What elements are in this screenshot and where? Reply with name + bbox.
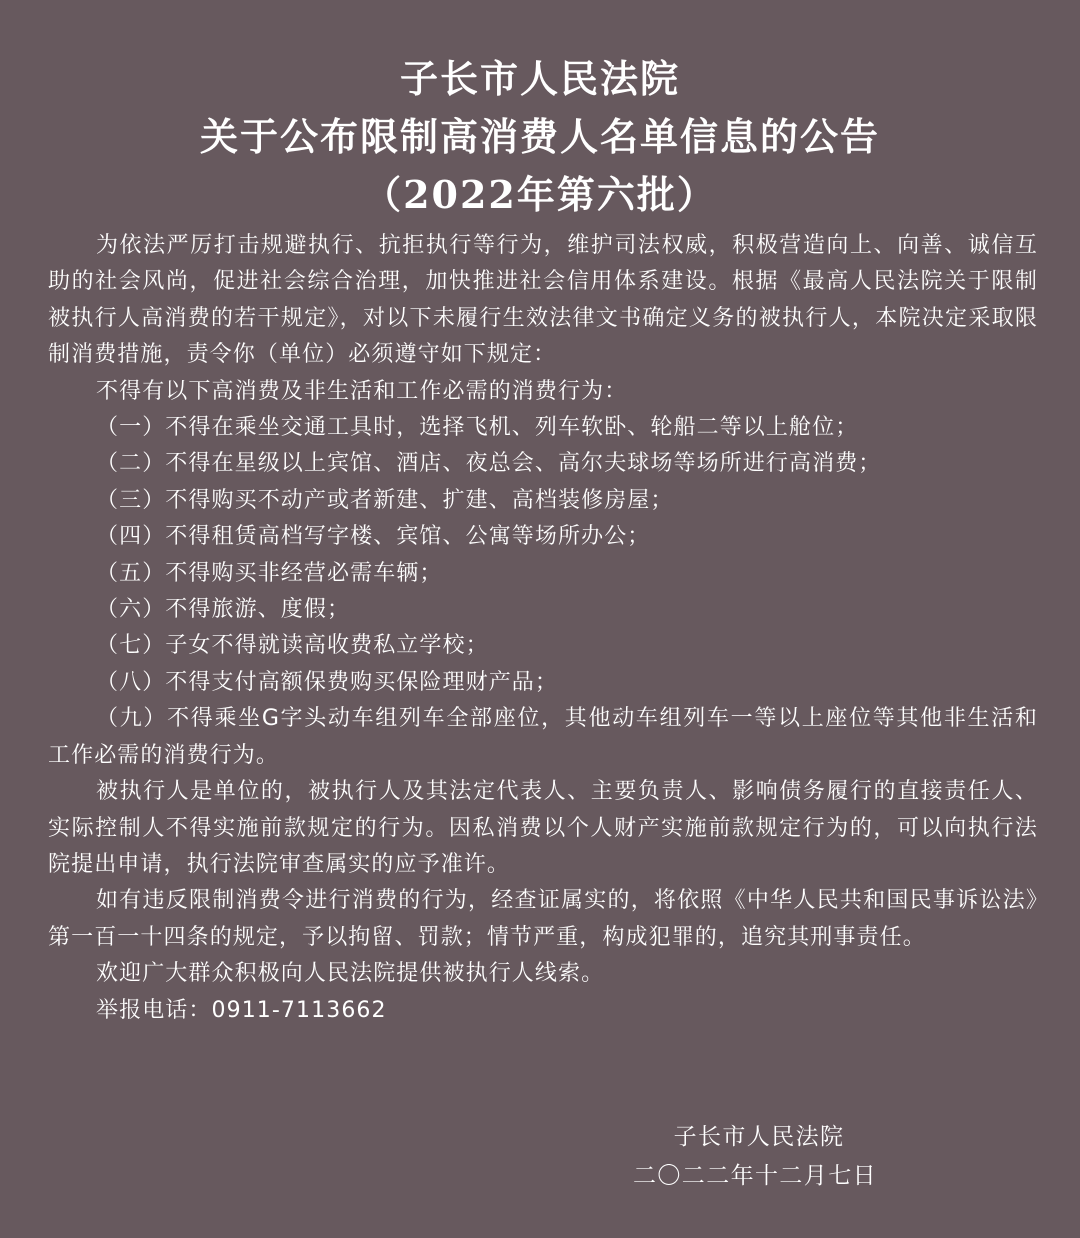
restriction-item: （三）不得购买不动产或者新建、扩建、高档装修房屋； [96, 487, 674, 513]
announcement-title: 关于公布限制高消费人名单信息的公告 [199, 114, 880, 159]
restriction-item: （九）不得乘坐G字头动车组列车全部座位，其他动车组列车一等以上座位等其他非生活和工作必需的消费行为。 [48, 706, 1038, 768]
restriction-item: （二）不得在星级以上宾馆、酒店、夜总会、高尔夫球场等场所进行高消费； [96, 451, 882, 477]
report-phone: 举报电话：0911-7113662 [96, 997, 387, 1023]
signature-date: 二〇二二年十二月七日 [633, 1163, 877, 1189]
restriction-item: （四）不得租赁高档写字楼、宾馆、公寓等场所办公； [96, 524, 651, 550]
restriction-item: （八）不得支付高额保费购买保险理财产品； [96, 669, 559, 695]
intro-paragraph: 为依法严厉打击规避执行、抗拒执行等行为，维护司法权威，积极营造向上、向善、诚信互助的社会风尚，促进社会综合治理，加快推进社会信用体系建设。根据《最高人民法院关于限制被执行人高消费的若干规定》，对以下未履行生效法律文书确定义务的被执行人，本院决定采取限制消费措施，责令你（单位）必须遵守如下规定： [48, 233, 1038, 368]
court-name-title: 子长市人民法院 [399, 56, 680, 101]
restriction-item: （一）不得在乘坐交通工具时，选择飞机、列车软卧、轮船二等以上舱位； [96, 415, 859, 441]
signature-org: 子长市人民法院 [673, 1124, 845, 1150]
lead-paragraph: 不得有以下高消费及非生活和工作必需的消费行为： [96, 378, 628, 404]
title-block [0, 50, 1080, 224]
restriction-item: （五）不得购买非经营必需车辆； [96, 560, 443, 586]
signature-block [620, 1118, 890, 1196]
restriction-item: （七）子女不得就读高收费私立学校； [96, 633, 489, 659]
unit-paragraph: 被执行人是单位的，被执行人及其法定代表人、主要负责人、影响债务履行的直接责任人、实际控制人不得实施前款规定的行为。因私消费以个人财产实施前款规定行为的，可以向执行法院提出申请，执行法院审查属实的应予准许。 [48, 779, 1038, 877]
restriction-item: （六）不得旅游、度假； [96, 597, 351, 623]
announcement-body [48, 228, 1038, 1029]
batch-title: （2022年第六批） [363, 172, 717, 217]
welcome-paragraph: 欢迎广大群众积极向人民法院提供被执行人线索。 [96, 961, 605, 987]
violation-paragraph: 如有违反限制消费令进行消费的行为，经查证属实的，将依照《中华人民共和国民事诉讼法》第一百一十四条的规定，予以拘留、罚款；情节严重，构成犯罪的，追究其刑事责任。 [48, 888, 1038, 950]
